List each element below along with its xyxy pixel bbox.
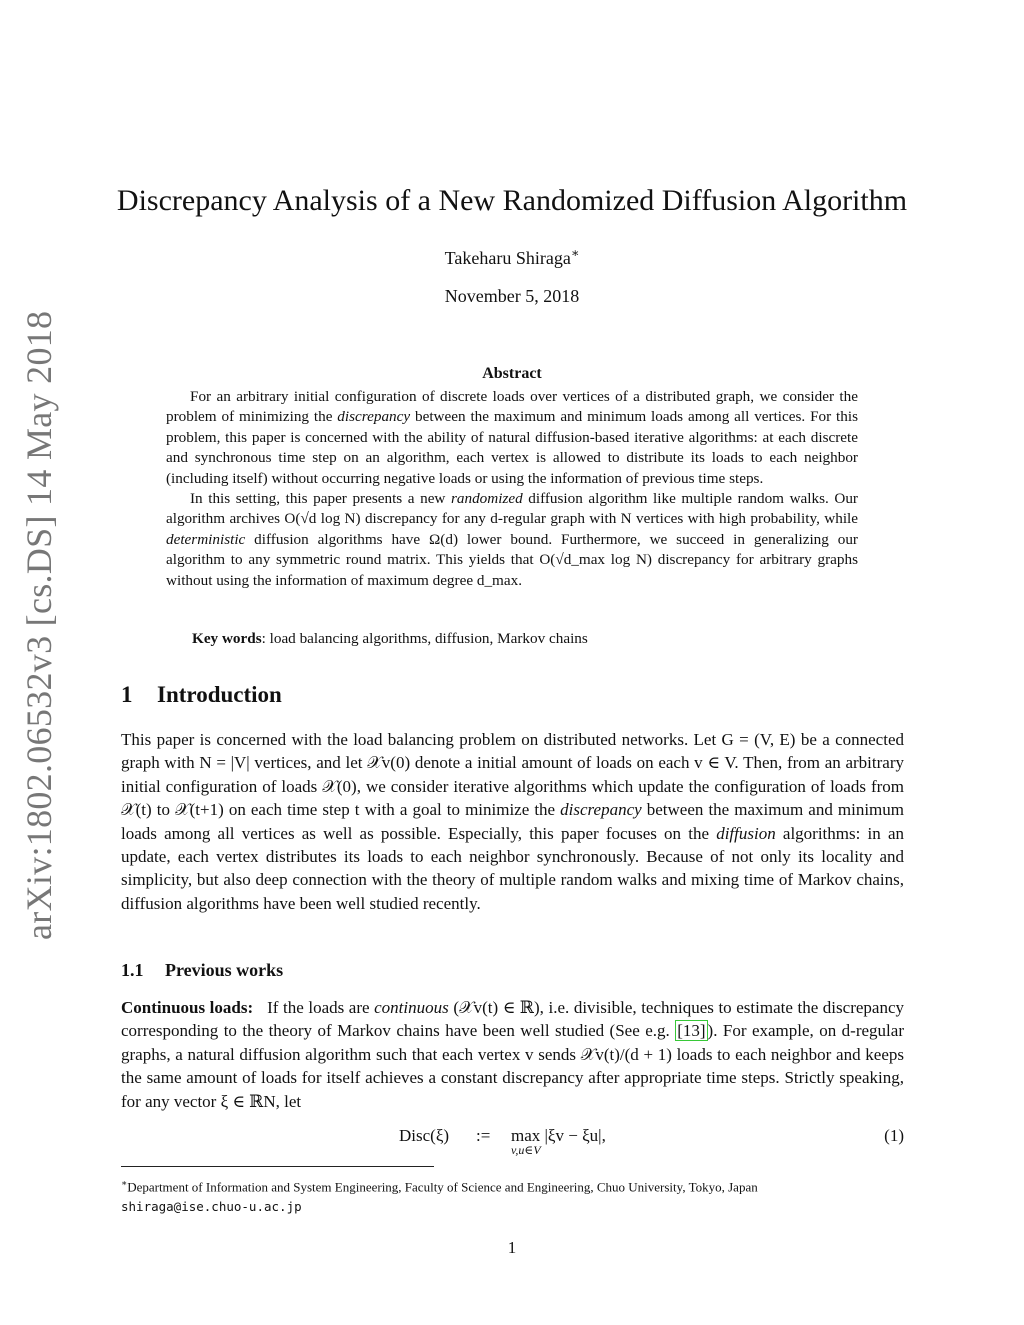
footnote-affiliation: Department of Information and System Engineering, Faculty of Science and Engineering, Chuo University, Tokyo, Japan [127,1179,758,1195]
intro-text-a: This paper is concerned with the load balancing problem on distributed networks. Let G = (V, E) be a connected graph with N = |V| vertices, and let 𝒳v(0) denote a initial amount of loads on each v ∈ V. Then, from an arbitrary initial configuration of loads 𝒳(0), we consider iterative algorithms which update the configuration of loads from 𝒳(t) to 𝒳(t+1) on each time step t with a goal to minimize the [121,730,904,820]
author-name: Takeharu Shiraga [444,248,571,268]
equation-rhs: max |ξv − ξu|, [511,1126,606,1145]
subsection-number: 1.1 [121,960,144,980]
footnote [121,1173,758,1217]
paper-date: November 5, 2018 [444,286,580,306]
equation-subscript: v,u∈V [511,1143,541,1157]
intro-text-c: algorithms: in an update, each vertex distributes its loads to each neighbor synchronously. Because of not only its locality and simplicity, but also deep connection with the theory of multiple random walks and mixing time of Markov chains, diffusion algorithms have been well studied recently. [121,823,904,913]
section-title: Introduction [157,682,282,707]
section-heading-introduction [121,682,282,708]
prev-text-b: (𝒳v(t) ∈ ℝ), i.e. divisible, techniques to estimate the discrepancy corresponding to the theory of Markov chains have been well studied (See e.g. [121,998,904,1041]
subsection-title: Previous works [165,960,284,980]
abstract-p1-emphasis: discrepancy [337,408,411,426]
paper-title: Discrepancy Analysis of a New Randomized Diffusion Algorithm [116,184,908,217]
equation-1 [121,1126,904,1162]
arxiv-identifier-stamp: arXiv:1802.06532v3 [cs.DS] 14 May 2018 [19,310,59,940]
equation-lhs: Disc(ξ) [399,1126,450,1145]
author-line [0,245,1024,269]
abstract-p1-text-a: For an arbitrary initial configuration of discrete loads over vertices of a distributed graph, we consider the problem of minimizing the [166,388,858,426]
section-number: 1 [121,682,133,707]
intro-emphasis-diffusion: diffusion [716,823,776,843]
abstract-p2-text-a: In this setting, this paper presents a new [190,490,451,508]
continuous-loads-paragraph [121,996,904,1113]
citation-link[interactable]: [13] [677,1021,706,1041]
keywords-text: : load balancing algorithms, diffusion, Markov chains [261,630,588,647]
abstract-p2-text-b: diffusion algorithm like multiple random walks. Our algorithm archives O(√d log N) discrepancy for any d-regular graph with N vertices with high probability, while [166,490,858,528]
footnote-mark: ∗ [121,1178,128,1188]
abstract-p1-text-b: between the maximum and minimum loads among all vertices. For this problem, this paper is concerned with the ability of natural diffusion-based iterative algorithms: at each discrete and synchronous time step on an algorithm, each vertex is allowed to distribute its loads to each neighbor (including itself) without occurring negative loads or using the information of previous time steps. [166,408,858,487]
author-footnote-mark: ∗ [570,246,580,260]
introduction-paragraph [121,728,904,915]
abstract-p2-emphasis-2: deterministic [166,530,246,548]
prev-text-c: ). For example, on d-regular graphs, a natural diffusion algorithm such that each vertex v sends 𝒳v(t)/(d + 1) loads to each neighbor and keeps the same amount of loads for itself achieves a constant discrepancy after appropriate time steps. Strictly speaking, for any vector ξ ∈ ℝN, let [121,1021,904,1111]
prev-text-a: If the loads are [267,998,375,1017]
prev-emphasis-continuous: continuous [374,998,449,1017]
equation-number: (1) [884,1126,904,1145]
footnote-affiliation-line [121,1173,758,1197]
intro-emphasis-discrepancy: discrepancy [560,800,642,820]
abstract-p2-text-c: diffusion algorithms have Ω(d) lower bound. Furthermore, we succeed in generalizing our algorithm to any symmetric round matrix. This yields that O(√d_max log N) discrepancy for arbitrary graphs without using the information of maximum degree d_max. [166,530,858,589]
page-number: 1 [507,1238,517,1257]
abstract-heading: Abstract [482,365,542,382]
abstract-paragraph-2 [166,489,858,591]
keywords-label: Key words [192,630,262,647]
run-in-heading: Continuous loads: [121,998,254,1017]
previous-works-paragraph [121,996,904,1113]
subsection-heading-previous-works [121,960,283,981]
abstract-body [166,387,858,591]
footnote-email[interactable]: shiraga@ise.chuo-u.ac.jp [121,1199,302,1215]
keywords-line [192,630,588,648]
intro-text-b: between the maximum and minimum loads among all vertices as well as possible. Especially, this paper focuses on the [121,800,904,843]
footnote-divider [121,1166,434,1167]
equation-definition-symbol: := [476,1126,491,1145]
abstract-p2-emphasis-1: randomized [450,490,523,508]
abstract-paragraph-1 [166,387,858,489]
